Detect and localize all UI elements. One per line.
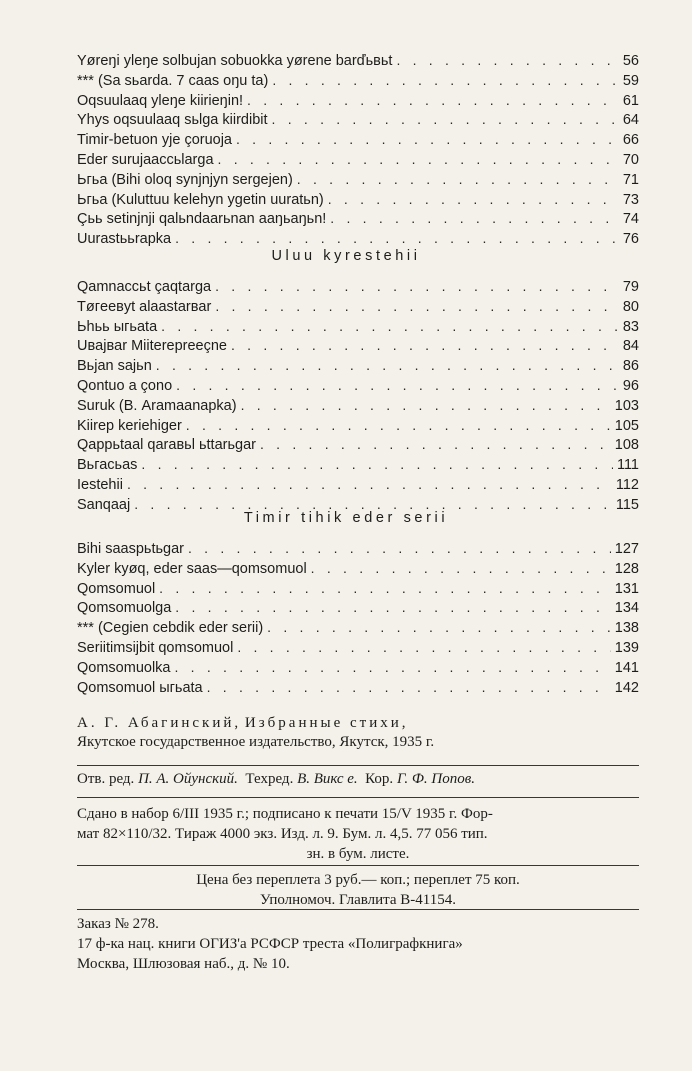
price-line: Цена без переплета 3 руб.— коп.; переплет 75 коп. [196,872,520,888]
toc-entry-title: Yøreŋi yleŋe solbujan sobuokka yørene barďьвьt [77,53,393,69]
toc-entry-page: 128 [614,560,639,577]
toc-entry-page: 138 [614,620,639,637]
toc-entry-page: 134 [614,600,639,617]
printer-info [77,914,639,974]
book-author: А. Г. Абагинский, [77,715,242,731]
dot-leader [176,376,617,396]
toc-entry-page: 127 [614,541,639,557]
dot-leader [156,356,617,376]
toc-entry-page: 131 [614,580,639,597]
divider [77,909,639,910]
book-info [77,715,639,751]
toc-entry-title: Qomsomuolga [77,600,172,617]
dot-leader [188,539,611,559]
section-heading-uluu-kyrestehii: Uluu kyrestehii [271,248,421,264]
toc-entry [77,170,639,190]
dot-leader [272,71,617,91]
dot-leader [330,209,617,229]
divider [77,865,639,866]
toc-entry-title: Тøгeeвyt alaastarвar [77,298,212,315]
toc-group-2 [77,277,639,515]
production-line-2: мат 82×110/32. Тираж 4000 экз. Изд. л. 9. Бум. л. 4,5. 77 056 тип. [77,826,488,842]
toc-entry-page: 76 [622,231,639,248]
editor-name: П. А. Ойунский. [138,771,238,787]
toc-entry-page: 64 [622,112,639,129]
dot-leader [231,336,617,356]
toc-entry [77,475,639,495]
section-heading-timir-tihik: Timir tihik eder serii [243,510,449,526]
toc-entry-page: 74 [622,211,639,228]
toc-entry [77,376,639,396]
dot-leader [247,91,617,111]
toc-entry-title: Qontuo a çono [77,377,173,394]
dot-leader [272,110,617,130]
toc-entry-title: Uurastььrapka [77,231,172,248]
toc-entry-page: 108 [614,437,639,454]
toc-entry [77,190,639,210]
toc-entry-page: 70 [622,151,639,168]
toc-entry-page: 59 [622,72,639,89]
dot-leader [237,638,610,658]
toc-entry [77,638,639,658]
toc-entry [77,455,639,475]
toc-entry [77,130,639,150]
toc-entry [77,579,639,599]
corr-name: Г. Ф. Попов. [396,771,475,787]
toc-entry-page: 66 [622,132,639,149]
toc-entry-page: 105 [614,417,639,434]
production-line-1: Сдано в набор 6/III 1935 г.; подписано к печати 15/V 1935 г. Фор- [77,806,493,822]
dot-leader [260,435,611,455]
dot-leader [175,598,611,618]
toc-entry-title: Qomsomuol [77,580,156,597]
toc-group-3 [77,539,639,697]
toc-entry-page: 83 [622,318,639,335]
divider [77,765,639,766]
dot-leader [207,678,611,698]
book-title-line [77,715,639,732]
dot-leader [127,475,612,495]
toc-entry-title: Ьгьа (Bihi oloq synjnjyn sergejen) [77,171,293,188]
credits-line [77,771,639,788]
toc-group-1 [77,51,639,249]
toc-entry [77,336,639,356]
tech-name: В. Викс е. [297,771,358,787]
dot-leader [161,317,617,337]
toc-entry [77,416,639,436]
dot-leader [215,297,617,317]
toc-entry [77,559,639,579]
toc-entry [77,356,639,376]
printer-line-1: 17 ф-ка нац. книги ОГИЗ'а РСФСР треста «Полиграфкнига» [77,936,463,952]
dot-leader [267,618,611,638]
toc-entry-title: Qomsomuol ыгьata [77,679,203,696]
toc-entry-title: Suruk (В. Aramaanapka) [77,397,237,414]
toc-entry-title: Ьhьь ыгьata [77,318,158,335]
toc-entry [77,110,639,130]
toc-entry-page: 61 [622,92,639,109]
toc-entry-title: Kiirep keriehiger [77,417,182,434]
toc-entry-page: 71 [622,171,639,188]
toc-entry-page: 112 [615,476,639,493]
toc-entry [77,317,639,337]
toc-entry-title: Qamnaccьt çaqtarga [77,279,212,295]
toc-entry-title: Oqsuulaaq yleŋe kiirieŋin! [77,92,244,109]
dot-leader [297,170,617,190]
dot-leader [159,579,611,599]
toc-entry-title: *** (Cegien cebdik eder serii) [77,620,264,637]
toc-entry-page: 80 [622,298,639,315]
toc-entry [77,150,639,170]
toc-entry-title: Eder surujaaccьlarga [77,151,214,168]
toc-entry [77,539,639,559]
toc-entry [77,209,639,229]
toc-entry [77,435,639,455]
corr-label: Кор. [365,771,394,787]
toc-entry-page: 79 [622,279,639,295]
toc-entry-page: 86 [622,358,639,375]
toc-entry [77,277,639,297]
dot-leader [174,658,610,678]
toc-entry-title: Kyler kyøq, eder saas—qomsomuol [77,560,307,577]
dot-leader [236,130,617,150]
production-info [77,804,639,864]
divider [77,797,639,798]
toc-entry-title: Seriitimsijbit qomsomuol [77,639,234,656]
toc-entry-title: Вьгасьаs [77,457,138,474]
toc-entry-title: Sanqaaj [77,496,131,513]
toc-entry-page: 139 [614,639,639,656]
toc-entry-page: 73 [622,191,639,208]
toc-entry [77,91,639,111]
dot-leader [218,150,617,170]
toc-entry [77,618,639,638]
toc-entry-page: 141 [614,659,639,676]
dot-leader [311,559,611,579]
toc-entry-page: 103 [614,397,639,414]
toc-entry [77,658,639,678]
production-line-3: зн. в бум. листе. [306,846,410,862]
toc-entry-title: Çьь setinjnji qalьndaarьnan aaŋьaŋьn! [77,211,327,228]
toc-entry [77,598,639,618]
toc-entry-page: 142 [614,679,639,696]
toc-entry-page: 84 [622,338,639,355]
order-line: Заказ № 278. [77,916,159,932]
tech-label: Техред. [245,771,294,787]
toc-entry-title: Iestehii [77,476,123,493]
toc-entry [77,71,639,91]
toc-entry [77,678,639,698]
toc-entry-page: 56 [622,53,639,69]
printer-line-2: Москва, Шлюзовая наб., д. № 10. [77,956,290,972]
dot-leader [396,51,617,71]
toc-entry-title: Ьгьа (Kuluttuu kelehyn ygetin uuratьn) [77,191,324,208]
dot-leader [215,277,617,297]
publisher-line: Якутское государственное издательство, Якутск, 1935 г. [77,734,435,750]
toc-entry-title: *** (Sa sьarda. 7 caas oŋu ta) [77,72,269,89]
toc-entry-page: 115 [615,496,639,513]
toc-entry [77,229,639,249]
toc-entry [77,297,639,317]
toc-entry-page: 111 [616,457,639,474]
toc-entry-title: Qomsomuolka [77,659,171,676]
dot-leader [241,396,611,416]
toc-entry-title: Bihi saaspьtьgar [77,541,184,557]
toc-entry-page: 96 [622,377,639,394]
toc-entry-title: Uвajвar Miiterepreeçne [77,338,227,355]
book-title: Избранные стихи, [244,715,409,731]
price-info [77,870,639,910]
toc-entry-title: Qappьtaal qaraвьl ьttarьgar [77,437,256,454]
editor-label: Отв. ред. [77,771,135,787]
censor-line: Уполномоч. Главлита В-41154. [260,892,456,908]
dot-leader [186,416,611,436]
toc-entry [77,396,639,416]
toc-entry [77,51,639,71]
toc-entry-title: Yhys oqsuulaaq sьlga kiirdibit [77,112,268,129]
toc-entry-title: Вьjan sajьn [77,358,152,375]
dot-leader [175,229,617,249]
toc-entry-title: Timir-betuon yje çoruoja [77,132,232,149]
dot-leader [141,455,613,475]
dot-leader [328,190,617,210]
